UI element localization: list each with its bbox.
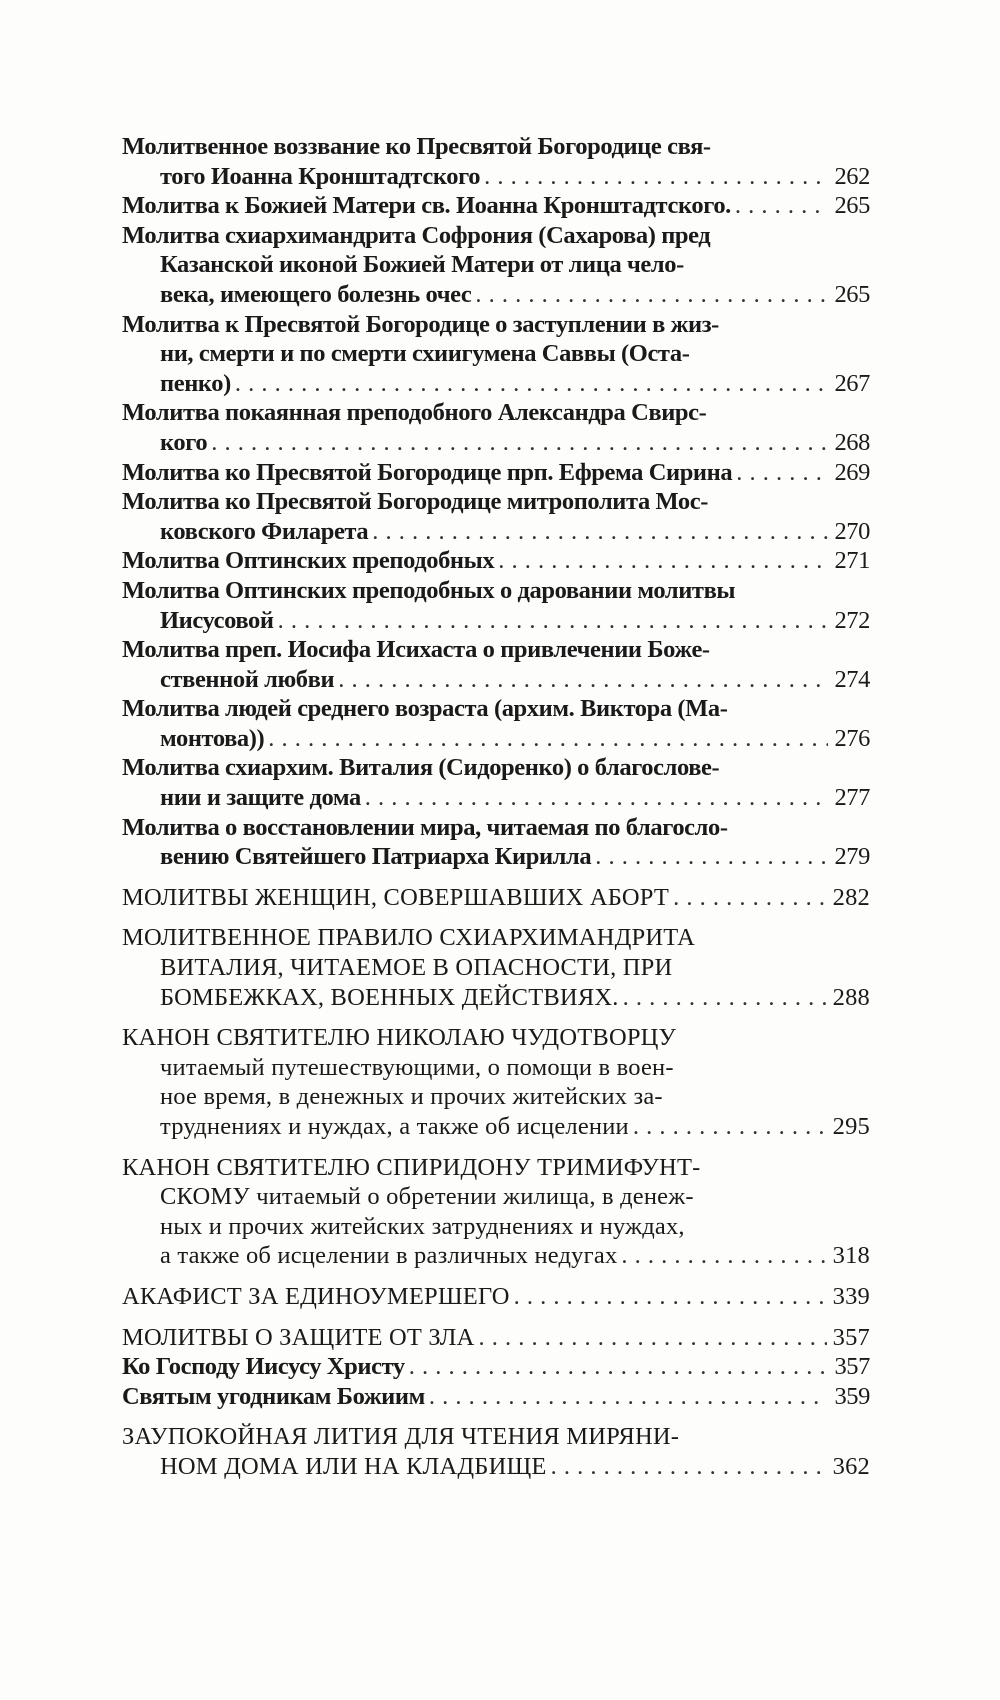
page-number: 339	[832, 1282, 870, 1310]
page-number: 265	[834, 280, 870, 308]
toc-entry-text: КАНОН СВЯТИТЕЛЮ СПИРИДОНУ ТРИМИФУНТ-	[122, 1153, 701, 1181]
toc-entry-text: монтова))	[160, 724, 265, 752]
toc-entry-text: Молитва схиархимандрита Софрония (Сахарова) пред	[122, 221, 711, 249]
toc-entry-text: Молитва ко Пресвятой Богородице прп. Ефрема Сирина	[122, 458, 733, 486]
page-number: 357	[834, 1353, 870, 1381]
toc-entry-line	[122, 369, 870, 399]
toc-entry-text: ни, смерти и по смерти схиигумена Саввы (Оста-	[160, 340, 690, 368]
page-number: 276	[834, 724, 870, 752]
toc-entry-line	[122, 694, 870, 724]
dot-leader	[673, 883, 827, 913]
dot-leader	[623, 983, 827, 1013]
toc-entry[interactable]	[122, 1382, 870, 1412]
toc-entry-text: Молитва Оптинских преподобных о даровании молитвы	[122, 576, 736, 604]
table-of-contents	[122, 132, 870, 1482]
toc-entry-text: труднениях и нуждах, а также об исцелении	[160, 1113, 629, 1140]
toc-entry[interactable]	[122, 1282, 870, 1312]
dot-leader	[735, 191, 829, 221]
toc-entry-line	[122, 458, 870, 488]
toc-entry-text: ЗАУПОКОЙНАЯ ЛИТИЯ ДЛЯ ЧТЕНИЯ МИРЯНИ-	[122, 1423, 680, 1451]
toc-entry-line	[122, 162, 870, 192]
dot-leader	[498, 546, 828, 576]
toc-entry-line	[122, 1323, 870, 1353]
toc-entry-text: Молитва покаянная преподобного Александра Свирс-	[122, 399, 707, 427]
page-number: 282	[832, 883, 870, 911]
dot-leader	[409, 1352, 829, 1382]
dot-leader	[479, 1323, 827, 1353]
toc-entry-line	[122, 1352, 870, 1382]
page-number: 359	[834, 1382, 870, 1410]
toc-entry-line	[122, 339, 870, 369]
toc-entry[interactable]	[122, 813, 870, 872]
toc-entry[interactable]	[122, 753, 870, 812]
toc-entry[interactable]	[122, 883, 870, 913]
dot-leader	[736, 458, 828, 488]
toc-entry-line	[122, 1023, 870, 1053]
toc-entry-text: МОЛИТВЕННОЕ ПРАВИЛО СХИАРХИМАНДРИТА	[122, 924, 696, 952]
toc-entry-text: ковского Филарета	[160, 517, 369, 545]
dot-leader	[278, 606, 829, 636]
toc-entry-line	[122, 753, 870, 783]
toc-entry-line	[122, 1212, 870, 1242]
dot-leader	[475, 280, 828, 310]
page-number: 295	[832, 1113, 870, 1140]
toc-entry-text: НОМ ДОМА ИЛИ НА КЛАДБИЩЕ	[160, 1452, 547, 1480]
toc-entry-line	[122, 635, 870, 665]
page-number: 262	[834, 162, 870, 190]
dot-leader	[429, 1382, 829, 1412]
toc-entry-text: ВИТАЛИЯ, ЧИТАЕМОЕ В ОПАСНОСТИ, ПРИ	[160, 954, 673, 982]
toc-entry[interactable]	[122, 310, 870, 399]
toc-entry[interactable]	[122, 576, 870, 635]
toc-entry-line	[122, 1422, 870, 1452]
toc-entry-text: Казанской иконой Божией Матери от лица чело-	[160, 251, 684, 279]
toc-entry-text: СКОМУ читаемый о обретении жилища, в денеж-	[160, 1183, 694, 1211]
toc-entry[interactable]	[122, 458, 870, 488]
toc-entry[interactable]	[122, 132, 870, 191]
toc-entry-line	[122, 813, 870, 843]
dot-leader	[484, 162, 828, 192]
toc-entry-text: Молитва к Пресвятой Богородице о заступлении в жиз-	[122, 310, 719, 338]
toc-entry[interactable]	[122, 1422, 870, 1481]
dot-leader	[551, 1452, 827, 1482]
toc-entry-line	[122, 783, 870, 813]
toc-entry[interactable]	[122, 1352, 870, 1382]
toc-entry-line	[122, 221, 870, 251]
toc-entry-text: читаемый путешествующими, о помощи в воен-	[160, 1053, 674, 1081]
dot-leader	[595, 842, 828, 872]
dot-leader	[365, 783, 829, 813]
page-number: 357	[832, 1323, 870, 1351]
toc-entry-line	[122, 923, 870, 953]
toc-entry-line	[122, 1241, 870, 1271]
page-number: 279	[834, 843, 870, 871]
page-number: 288	[832, 983, 870, 1011]
dot-leader	[268, 724, 828, 754]
toc-entry-line	[122, 1182, 870, 1212]
toc-entry-line	[122, 428, 870, 458]
toc-entry[interactable]	[122, 1153, 870, 1271]
toc-entry-text: ное время, в денежных и прочих житейских за-	[160, 1083, 663, 1111]
toc-entry-line	[122, 1452, 870, 1482]
toc-entry-line	[122, 983, 870, 1013]
toc-entry-text: Молитвенное воззвание ко Пресвятой Богородице свя-	[122, 133, 711, 160]
toc-entry-line	[122, 1282, 870, 1312]
toc-entry[interactable]	[122, 191, 870, 221]
toc-entry-line	[122, 665, 870, 695]
page-number: 271	[834, 547, 870, 575]
toc-entry-line	[122, 724, 870, 754]
toc-entry-text: вению Святейшего Патриарха Кирилла	[160, 843, 592, 871]
toc-entry[interactable]	[122, 221, 870, 310]
toc-entry-line	[122, 280, 870, 310]
toc-entry-line	[122, 953, 870, 983]
toc-entry-line	[122, 1153, 870, 1183]
toc-entry-text: Молитва к Божией Матери св. Иоанна Кронштадтского.	[122, 192, 731, 220]
toc-entry-line	[122, 842, 870, 872]
toc-entry-text: ных и прочих житейских затруднениях и нуждах,	[160, 1212, 685, 1240]
toc-entry-text: МОЛИТВЫ О ЗАЩИТЕ ОТ ЗЛА	[122, 1323, 475, 1351]
toc-entry-line	[122, 1382, 870, 1412]
toc-entry-text: Молитва схиархим. Виталия (Сидоренко) о благослове-	[122, 754, 720, 782]
dot-leader	[372, 517, 828, 547]
toc-entry-text: Святым угодникам Божиим	[122, 1382, 425, 1410]
toc-entry-text: ственной любви	[160, 665, 335, 693]
toc-entry[interactable]	[122, 694, 870, 753]
page-number: 267	[834, 369, 870, 397]
page-number: 268	[834, 428, 870, 456]
dot-leader	[211, 428, 828, 458]
toc-entry-line	[122, 487, 870, 517]
toc-entry[interactable]	[122, 546, 870, 576]
toc-entry[interactable]	[122, 487, 870, 546]
toc-entry-text: того Иоанна Кронштадтского	[160, 162, 481, 190]
toc-entry-text: Молитва людей среднего возраста (архим. Виктора (Ма-	[122, 695, 728, 723]
toc-entry-text: пенко)	[160, 369, 231, 397]
toc-entry-text: а также об исцелении в различных недугах	[160, 1242, 618, 1270]
toc-entry-line	[122, 250, 870, 280]
toc-entry-line	[122, 883, 870, 913]
toc-entry-line	[122, 310, 870, 340]
toc-entry-text: Молитва преп. Иосифа Исихаста о привлечении Боже-	[122, 636, 710, 664]
toc-entry-line	[122, 606, 870, 636]
toc-entry-line	[122, 398, 870, 428]
toc-entry-line	[122, 1112, 870, 1142]
toc-entry-text: Молитва ко Пресвятой Богородице митрополита Мос-	[122, 488, 709, 516]
toc-entry-text: Молитва Оптинских преподобных	[122, 547, 495, 575]
dot-leader	[633, 1112, 827, 1142]
toc-entry-line	[122, 1082, 870, 1112]
dot-leader	[621, 1241, 826, 1271]
toc-entry-text: БОМБЕЖКАХ, ВОЕННЫХ ДЕЙСТВИЯХ.	[160, 983, 619, 1011]
dot-leader	[338, 665, 828, 695]
toc-entry-text: КАНОН СВЯТИТЕЛЮ НИКОЛАЮ ЧУДОТВОРЦУ	[122, 1024, 677, 1052]
page-number: 269	[834, 458, 870, 486]
dot-leader	[235, 369, 829, 399]
toc-entry-line	[122, 191, 870, 221]
toc-entry-text: нии и защите дома	[160, 784, 361, 812]
toc-entry[interactable]	[122, 1023, 870, 1141]
toc-entry-text: Молитва о восстановлении мира, читаемая по благосло-	[122, 813, 728, 841]
page-number: 318	[832, 1242, 870, 1270]
toc-entry[interactable]	[122, 1323, 870, 1353]
dot-leader	[514, 1282, 827, 1312]
toc-entry-text: века, имеющего болезнь очес	[160, 280, 472, 308]
page-number: 272	[834, 606, 870, 634]
toc-entry-line	[122, 546, 870, 576]
page-number: 362	[832, 1452, 870, 1480]
toc-entry-line	[122, 517, 870, 547]
toc-entry-text: Иисусовой	[160, 606, 274, 634]
toc-entry-text: Ко Господу Иисусу Христу	[122, 1353, 405, 1381]
toc-entry-line	[122, 576, 870, 606]
page-number: 274	[834, 665, 870, 693]
toc-entry-line	[122, 132, 870, 162]
page-number: 265	[834, 192, 870, 220]
toc-entry-text: АКАФИСТ ЗА ЕДИНОУМЕРШЕГО	[122, 1282, 510, 1310]
page-number: 270	[834, 517, 870, 545]
page-number: 277	[834, 784, 870, 812]
toc-entry[interactable]	[122, 398, 870, 457]
toc-entry-line	[122, 1053, 870, 1083]
toc-entry[interactable]	[122, 635, 870, 694]
toc-entry-text: кого	[160, 428, 208, 456]
toc-entry[interactable]	[122, 923, 870, 1012]
toc-entry-text: МОЛИТВЫ ЖЕНЩИН, СОВЕРШАВШИХ АБОРТ	[122, 883, 670, 911]
